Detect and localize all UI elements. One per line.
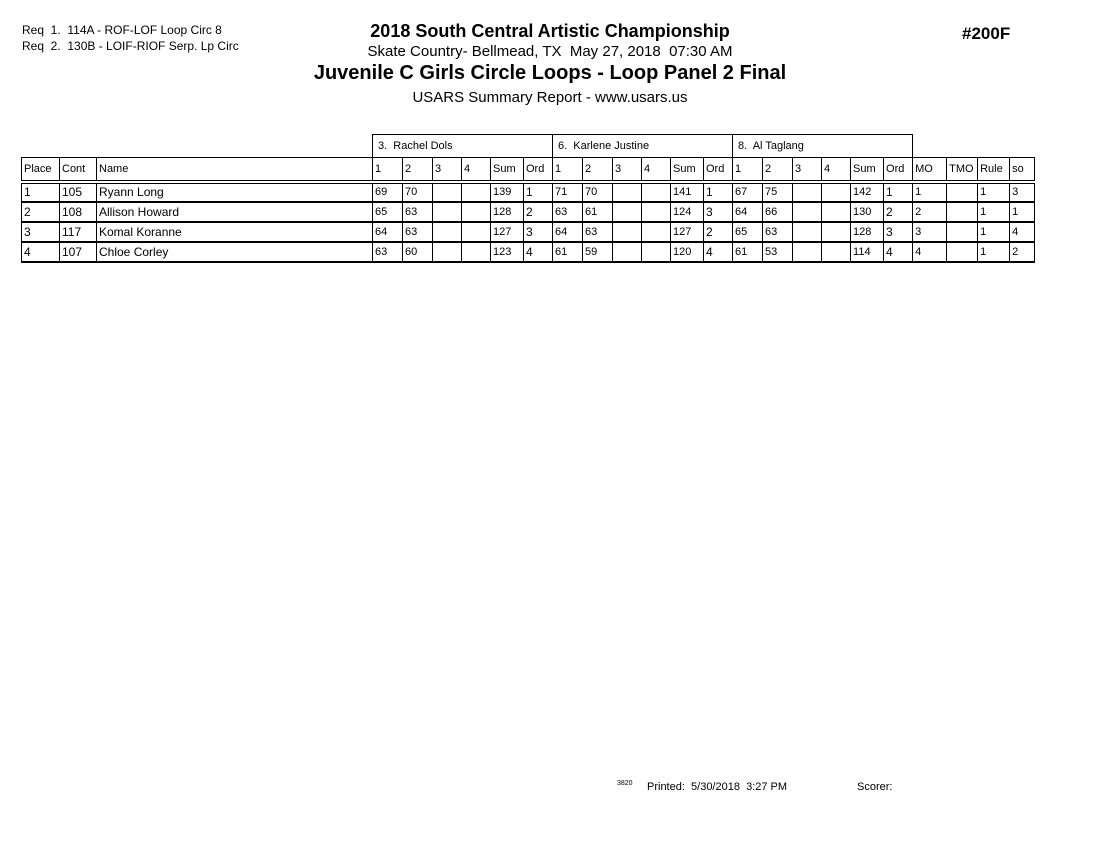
cont-cell: 107 — [60, 242, 97, 262]
j2-mark3-cell — [613, 222, 642, 242]
j2-mark3-cell — [613, 202, 642, 222]
header-j3-mark4: 4 — [822, 158, 851, 182]
header-j1-ord: Ord — [524, 158, 553, 182]
j1-ord-cell: 4 — [524, 242, 553, 262]
j3-mark4-cell — [822, 242, 851, 262]
j1-mark3-cell — [433, 182, 462, 202]
header-j2-mark2: 2 — [583, 158, 613, 182]
rule-cell: 1 — [978, 182, 1010, 202]
j1-mark3-cell — [433, 242, 462, 262]
j2-mark2-cell: 63 — [583, 222, 613, 242]
place-cell: 3 — [22, 222, 60, 242]
j1-sum-cell: 123 — [491, 242, 524, 262]
summary-table — [21, 134, 1035, 263]
header-j3-mark1: 1 — [733, 158, 763, 182]
cont-cell: 105 — [60, 182, 97, 202]
header-rule: Rule — [978, 158, 1010, 182]
j1-mark2-cell: 60 — [403, 242, 433, 262]
j3-mark1-cell: 64 — [733, 202, 763, 222]
j1-mark2-cell: 63 — [403, 222, 433, 242]
j3-mark3-cell — [793, 202, 822, 222]
judge-2-name: 6. Karlene Justine — [553, 135, 733, 158]
j2-mark4-cell — [642, 182, 671, 202]
j1-mark3-cell — [433, 222, 462, 242]
j1-sum-cell: 127 — [491, 222, 524, 242]
mo-cell: 3 — [913, 222, 947, 242]
j3-mark3-cell — [793, 182, 822, 202]
so-cell: 1 — [1010, 202, 1035, 222]
j2-mark3-cell — [613, 242, 642, 262]
place-cell: 4 — [22, 242, 60, 262]
table-row — [22, 222, 1035, 242]
header-j3-sum: Sum — [851, 158, 884, 182]
name-cell: Allison Howard — [97, 202, 373, 222]
j2-sum-cell: 141 — [671, 182, 704, 202]
printed-timestamp: Printed: 5/30/2018 3:27 PM — [647, 781, 788, 793]
j2-ord-cell: 1 — [704, 182, 733, 202]
title-block — [0, 21, 1100, 108]
j1-mark1-cell: 63 — [373, 242, 403, 262]
event-title: Juvenile C Girls Circle Loops - Loop Panel 2 Final — [313, 62, 787, 84]
j1-ord-cell: 2 — [524, 202, 553, 222]
j3-sum-cell: 128 — [851, 222, 884, 242]
judge-1-name: 3. Rachel Dols — [373, 135, 553, 158]
header-j1-sum: Sum — [491, 158, 524, 182]
j2-mark2-cell: 59 — [583, 242, 613, 262]
so-cell: 4 — [1010, 222, 1035, 242]
championship-title: 2018 South Central Artistic Championship — [370, 21, 730, 41]
j2-mark2-cell: 70 — [583, 182, 613, 202]
venue-date-line: Skate Country- Bellmead, TX May 27, 2018 07:30 AM — [367, 43, 733, 60]
header-name: Name — [97, 158, 373, 182]
j2-mark1-cell: 71 — [553, 182, 583, 202]
j3-ord-cell: 4 — [884, 242, 913, 262]
j1-sum-cell: 139 — [491, 182, 524, 202]
header-tmo: TMO — [947, 158, 978, 182]
j3-mark2-cell: 66 — [763, 202, 793, 222]
j1-mark4-cell — [462, 182, 491, 202]
j2-mark4-cell — [642, 202, 671, 222]
judge-row-right-spacer — [913, 135, 1035, 158]
column-header-row — [22, 158, 1035, 182]
j2-mark1-cell: 63 — [553, 202, 583, 222]
mo-cell: 1 — [913, 182, 947, 202]
j1-mark1-cell: 64 — [373, 222, 403, 242]
table-row — [22, 182, 1035, 202]
report-number: #200F — [962, 24, 1011, 43]
j2-mark1-cell: 61 — [553, 242, 583, 262]
j3-mark3-cell — [793, 242, 822, 262]
judge-row-left-spacer — [22, 135, 373, 158]
rule-cell: 1 — [978, 202, 1010, 222]
j3-mark2-cell: 75 — [763, 182, 793, 202]
header-place: Place — [22, 158, 60, 182]
header-j2-mark1: 1 — [553, 158, 583, 182]
so-cell: 2 — [1010, 242, 1035, 262]
rule-cell: 1 — [978, 242, 1010, 262]
mo-cell: 2 — [913, 202, 947, 222]
name-cell: Komal Koranne — [97, 222, 373, 242]
header-j1-mark1: 1 — [373, 158, 403, 182]
header-j3-mark2: 2 — [763, 158, 793, 182]
tmo-cell — [947, 182, 978, 202]
j2-mark3-cell — [613, 182, 642, 202]
header-j2-sum: Sum — [671, 158, 704, 182]
place-cell: 1 — [22, 182, 60, 202]
j1-mark4-cell — [462, 242, 491, 262]
scorer-label: Scorer: — [857, 781, 893, 793]
j3-mark2-cell: 53 — [763, 242, 793, 262]
tmo-cell — [947, 222, 978, 242]
j3-sum-cell: 114 — [851, 242, 884, 262]
j3-mark2-cell: 63 — [763, 222, 793, 242]
j1-ord-cell: 1 — [524, 182, 553, 202]
requirement-line-2: Req 2. 130B - LOIF-RIOF Serp. Lp Circ — [22, 39, 239, 53]
header-j3-mark3: 3 — [793, 158, 822, 182]
place-cell: 2 — [22, 202, 60, 222]
j2-mark4-cell — [642, 242, 671, 262]
j2-mark2-cell: 61 — [583, 202, 613, 222]
mo-cell: 4 — [913, 242, 947, 262]
judge-3-name: 8. Al Taglang — [733, 135, 913, 158]
header-j1-mark4: 4 — [462, 158, 491, 182]
report-type-line: USARS Summary Report - www.usars.us — [412, 89, 688, 106]
j2-mark4-cell — [642, 222, 671, 242]
j2-ord-cell: 4 — [704, 242, 733, 262]
cont-cell: 108 — [60, 202, 97, 222]
j3-ord-cell: 3 — [884, 222, 913, 242]
j1-mark1-cell: 65 — [373, 202, 403, 222]
j3-mark1-cell: 65 — [733, 222, 763, 242]
j1-mark4-cell — [462, 202, 491, 222]
tmo-cell — [947, 242, 978, 262]
j2-sum-cell: 127 — [671, 222, 704, 242]
header-j2-mark3: 3 — [613, 158, 642, 182]
tmo-cell — [947, 202, 978, 222]
requirement-line-1: Req 1. 114A - ROF-LOF Loop Circ 8 — [22, 23, 222, 37]
j1-mark2-cell: 70 — [403, 182, 433, 202]
header-j1-mark2: 2 — [403, 158, 433, 182]
j3-sum-cell: 142 — [851, 182, 884, 202]
header-cont: Cont — [60, 158, 97, 182]
j3-mark3-cell — [793, 222, 822, 242]
header-j2-ord: Ord — [704, 158, 733, 182]
j3-mark4-cell — [822, 182, 851, 202]
header-j3-ord: Ord — [884, 158, 913, 182]
j2-ord-cell: 2 — [704, 222, 733, 242]
name-cell: Chloe Corley — [97, 242, 373, 262]
header-mo: MO — [913, 158, 947, 182]
cont-cell: 117 — [60, 222, 97, 242]
j1-ord-cell: 3 — [524, 222, 553, 242]
j3-ord-cell: 2 — [884, 202, 913, 222]
j2-mark1-cell: 64 — [553, 222, 583, 242]
table-row — [22, 202, 1035, 222]
rule-cell: 1 — [978, 222, 1010, 242]
j2-ord-cell: 3 — [704, 202, 733, 222]
header-so: so — [1010, 158, 1035, 182]
j2-sum-cell: 124 — [671, 202, 704, 222]
judge-header-row — [22, 135, 1035, 158]
header-j1-mark3: 3 — [433, 158, 462, 182]
j3-mark4-cell — [822, 202, 851, 222]
table-row — [22, 242, 1035, 262]
j3-mark4-cell — [822, 222, 851, 242]
j1-mark3-cell — [433, 202, 462, 222]
j2-sum-cell: 120 — [671, 242, 704, 262]
j3-mark1-cell: 61 — [733, 242, 763, 262]
j1-sum-cell: 128 — [491, 202, 524, 222]
j1-mark1-cell: 69 — [373, 182, 403, 202]
j3-sum-cell: 130 — [851, 202, 884, 222]
so-cell: 3 — [1010, 182, 1035, 202]
footer-code: 3820 — [617, 780, 633, 787]
j3-mark1-cell: 67 — [733, 182, 763, 202]
name-cell: Ryann Long — [97, 182, 373, 202]
j1-mark2-cell: 63 — [403, 202, 433, 222]
header-j2-mark4: 4 — [642, 158, 671, 182]
j3-ord-cell: 1 — [884, 182, 913, 202]
j1-mark4-cell — [462, 222, 491, 242]
